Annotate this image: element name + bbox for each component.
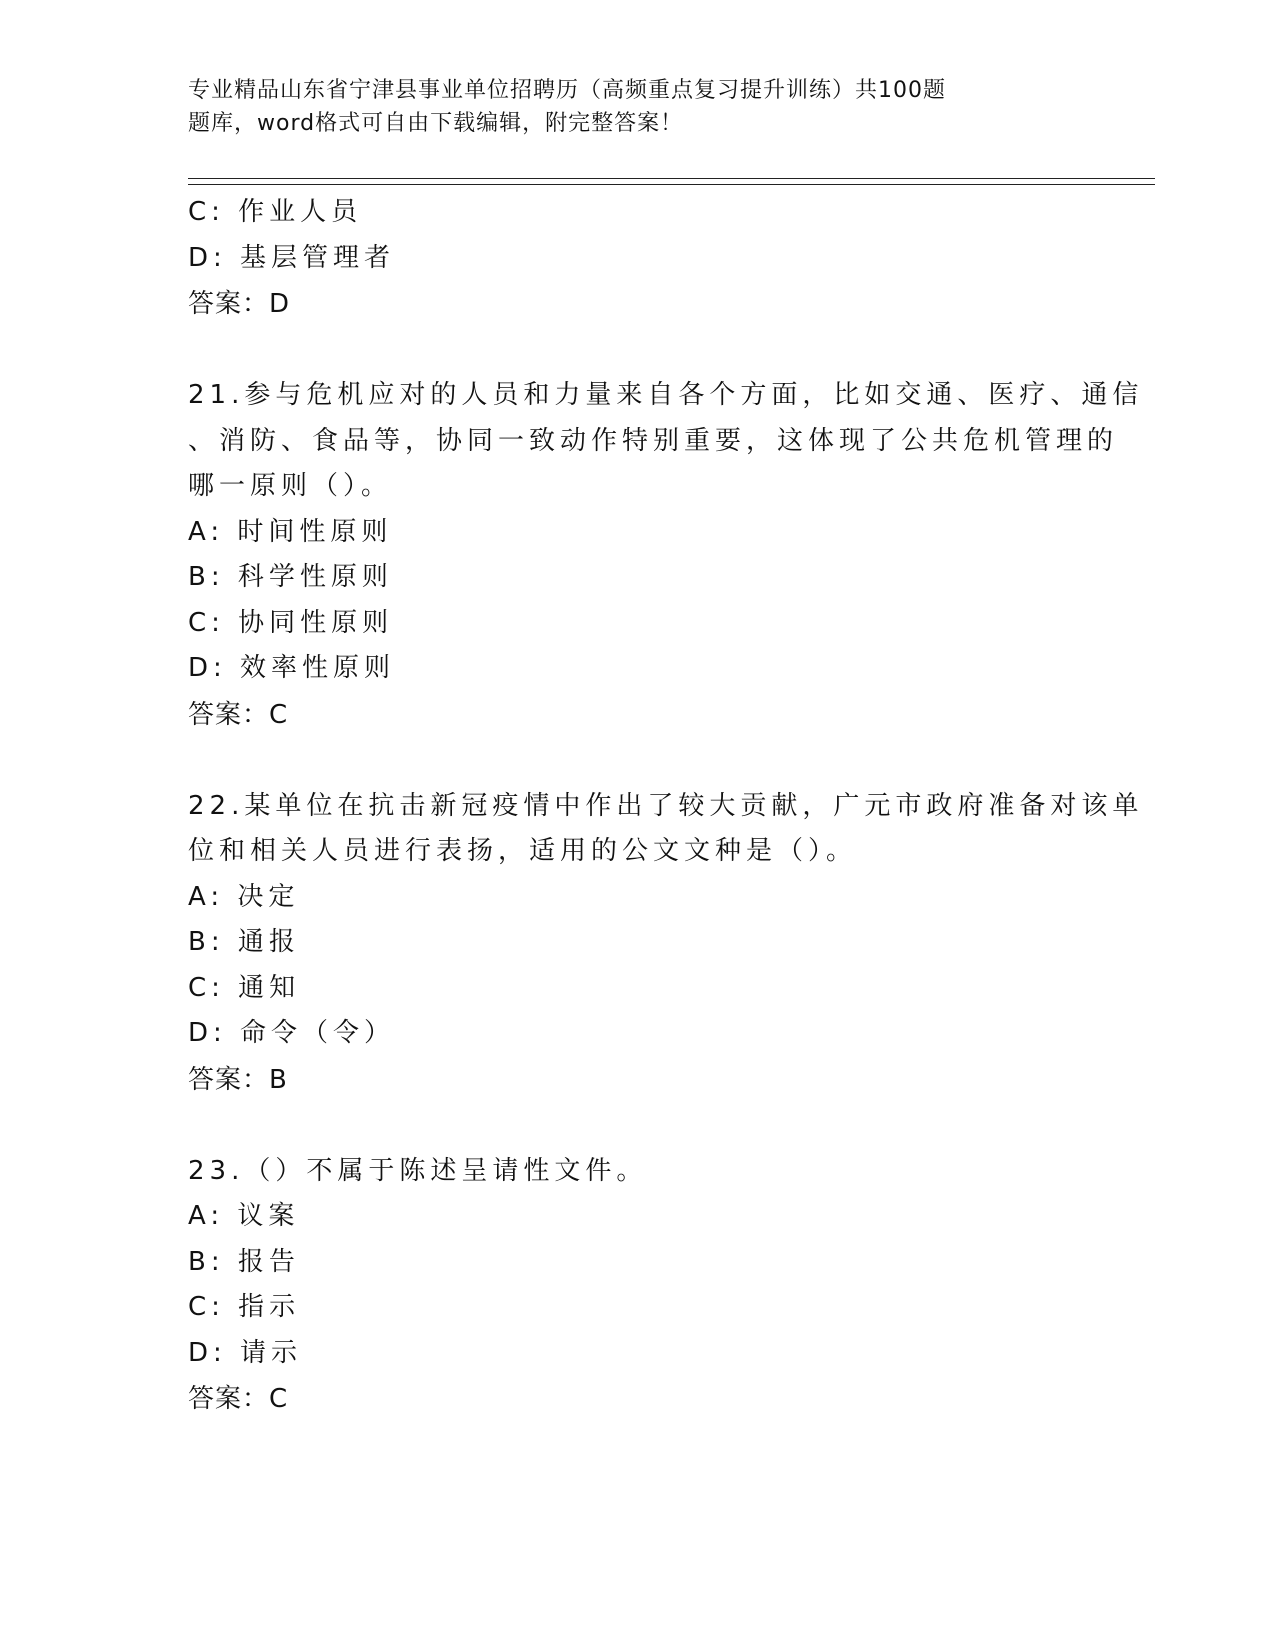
option-a: A: 议案	[188, 1201, 300, 1231]
question-text-line: 22.某单位在抗击新冠疫情中作出了较大贡献，广元市政府准备对该单	[188, 790, 1144, 821]
previous-question-tail	[188, 190, 1088, 327]
option-a: A: 时间性原则	[188, 516, 393, 547]
question-text-line: 21.参与危机应对的人员和力量来自各个方面，比如交通、医疗、通信	[188, 380, 1144, 410]
question-text-line: 、消防、食品等，协同一致动作特别重要，这体现了公共危机管理的	[188, 425, 1119, 456]
option-b: B: 科学性原则	[188, 562, 393, 592]
question-text-line: 23.（）不属于陈述呈请性文件。	[188, 1155, 648, 1186]
question-text-line: 位和相关人员进行表扬，适用的公文文种是（）。	[188, 836, 858, 866]
option-b: B: 通报	[188, 927, 300, 957]
answer-label: 答案：C	[188, 699, 289, 730]
option-c: C: 协同性原则	[188, 607, 394, 638]
answer-label: 答案：B	[188, 1064, 288, 1095]
option-d: D: 基层管理者	[188, 242, 396, 273]
header-divider-top	[188, 178, 1155, 179]
option-c: C: 作业人员	[188, 197, 363, 227]
question-22	[188, 784, 1144, 1103]
question-list	[188, 190, 1144, 1422]
option-c: C: 指示	[188, 1292, 301, 1322]
header-divider-bottom	[188, 184, 1155, 185]
question-21	[188, 373, 1144, 738]
document-header	[188, 74, 1048, 140]
option-d: D: 请示	[188, 1337, 303, 1368]
option-d: D: 命令（令）	[188, 1018, 396, 1048]
answer-label: 答案：C	[188, 1384, 289, 1414]
header-title-line-1: 专业精品山东省宁津县事业单位招聘历（高频重点复习提升训练）共100题	[188, 78, 946, 103]
option-b: B: 报告	[188, 1246, 300, 1277]
option-d: D: 效率性原则	[188, 653, 396, 683]
option-c: C: 通知	[188, 972, 301, 1003]
question-text-line: 哪一原则（）。	[188, 471, 393, 501]
question-23	[188, 1149, 1088, 1423]
header-title-line-2: 题库，word格式可自由下载编辑，附完整答案！	[188, 111, 684, 136]
option-a: A: 决定	[188, 881, 300, 912]
answer-label: 答案：D	[188, 289, 291, 319]
